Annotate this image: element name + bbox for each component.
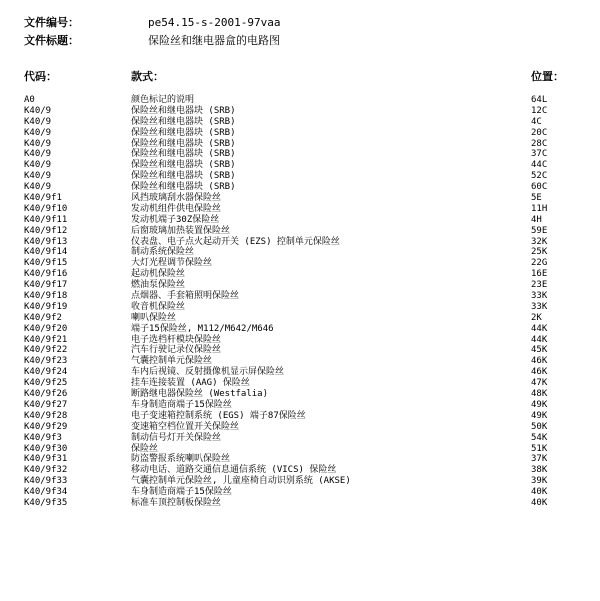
row-position: 37C bbox=[531, 149, 548, 160]
row-position: 4C bbox=[531, 116, 542, 127]
row-position: 25K bbox=[531, 247, 548, 258]
row-position: 47K bbox=[531, 378, 548, 389]
row-position: 22G bbox=[531, 258, 548, 269]
row-code: K40/9f21 bbox=[24, 334, 68, 345]
table-row bbox=[0, 204, 600, 215]
table-row bbox=[0, 465, 600, 476]
row-position: 4H bbox=[531, 214, 542, 225]
table-row bbox=[0, 345, 600, 356]
row-description: 保险丝和继电器块 (SRB) bbox=[131, 127, 236, 138]
row-position: 46K bbox=[531, 367, 548, 378]
table-row bbox=[0, 367, 600, 378]
row-position: 44K bbox=[531, 334, 548, 345]
row-description: 变速箱空档位置开关保险丝 bbox=[131, 421, 240, 432]
row-description: 发动机端子30Z保险丝 bbox=[131, 214, 220, 225]
row-description: 标准车顶控制板保险丝 bbox=[131, 497, 222, 508]
row-description: 起动机保险丝 bbox=[131, 269, 186, 280]
column-header-position: 位置： bbox=[531, 70, 564, 83]
row-code: K40/9f31 bbox=[24, 454, 68, 465]
table-row bbox=[0, 247, 600, 258]
row-position: 39K bbox=[531, 476, 548, 487]
row-code: K40/9f30 bbox=[24, 443, 68, 454]
table-row bbox=[0, 422, 600, 433]
row-description: 制动信号灯开关保险丝 bbox=[131, 432, 222, 443]
row-position: 59E bbox=[531, 225, 548, 236]
row-position: 2K bbox=[531, 312, 542, 323]
table-row bbox=[0, 476, 600, 487]
row-description: 端子15保险丝, M112/M642/M646 bbox=[131, 323, 274, 334]
row-code: K40/9f13 bbox=[24, 236, 68, 247]
row-description: 保险丝和继电器块 (SRB) bbox=[131, 116, 236, 127]
row-position: 23E bbox=[531, 280, 548, 291]
row-description: 车内后视镜、反射摄像机显示屏保险丝 bbox=[131, 367, 285, 378]
table-row bbox=[0, 444, 600, 455]
table-row bbox=[0, 269, 600, 280]
row-position: 33K bbox=[531, 291, 548, 302]
row-position: 52C bbox=[531, 171, 548, 182]
table-row bbox=[0, 356, 600, 367]
column-header-description: 款式： bbox=[131, 70, 164, 83]
row-description: 汽车行驶记录仪保险丝 bbox=[131, 345, 222, 356]
row-code: K40/9f19 bbox=[24, 301, 68, 312]
table-row bbox=[0, 454, 600, 465]
row-description: 保险丝和继电器块 (SRB) bbox=[131, 105, 236, 116]
row-code: K40/9f23 bbox=[24, 356, 68, 367]
row-code: K40/9 bbox=[24, 182, 52, 193]
row-position: 44K bbox=[531, 323, 548, 334]
table-row bbox=[0, 160, 600, 171]
row-position: 11H bbox=[531, 203, 548, 214]
row-position: 5E bbox=[531, 193, 542, 204]
table-row bbox=[0, 171, 600, 182]
row-position: 50K bbox=[531, 421, 548, 432]
table-row bbox=[0, 149, 600, 160]
row-code: K40/9f32 bbox=[24, 465, 68, 476]
row-code: K40/9f12 bbox=[24, 225, 68, 236]
row-code: A0 bbox=[24, 95, 35, 105]
table-row bbox=[0, 400, 600, 411]
row-code: K40/9f26 bbox=[24, 389, 68, 400]
row-description: 制动系统保险丝 bbox=[131, 247, 195, 258]
row-code: K40/9f11 bbox=[24, 214, 68, 225]
row-code: K40/9f24 bbox=[24, 367, 68, 378]
row-code: K40/9 bbox=[24, 171, 52, 182]
row-position: 49K bbox=[531, 410, 548, 421]
row-code: K40/9 bbox=[24, 149, 52, 160]
row-description: 保险丝和继电器块 (SRB) bbox=[131, 138, 236, 149]
table-row bbox=[0, 291, 600, 302]
row-position: 37K bbox=[531, 454, 548, 465]
table-row bbox=[0, 237, 600, 248]
row-position: 20C bbox=[531, 127, 548, 138]
table-row bbox=[0, 335, 600, 346]
table-row bbox=[0, 258, 600, 269]
row-position: 12C bbox=[531, 105, 548, 116]
table-row bbox=[0, 411, 600, 422]
row-code: K40/9f3 bbox=[24, 432, 62, 443]
row-position: 49K bbox=[531, 399, 548, 410]
row-code: K40/9f35 bbox=[24, 497, 68, 508]
row-code: K40/9f28 bbox=[24, 410, 68, 421]
row-description: 仪表盘、电子点火起动开关 (EZS) 控制单元保险丝 bbox=[131, 236, 340, 247]
row-description: 断路继电器保险丝 (Westfalia) bbox=[131, 389, 269, 400]
row-code: K40/9f10 bbox=[24, 203, 68, 214]
row-position: 51K bbox=[531, 443, 548, 454]
table-row bbox=[0, 433, 600, 444]
row-code: K40/9f18 bbox=[24, 291, 68, 302]
row-code: K40/9 bbox=[24, 138, 52, 149]
row-description: 喇叭保险丝 bbox=[131, 312, 177, 323]
row-position: 32K bbox=[531, 236, 548, 247]
table-row bbox=[0, 128, 600, 139]
table-row bbox=[0, 117, 600, 128]
row-position: 33K bbox=[531, 301, 548, 312]
row-code: K40/9f17 bbox=[24, 280, 68, 291]
table-row bbox=[0, 193, 600, 204]
row-description: 大灯光程调节保险丝 bbox=[131, 258, 213, 269]
parts-table bbox=[0, 95, 600, 509]
row-position: 16E bbox=[531, 269, 548, 280]
table-row bbox=[0, 95, 600, 106]
row-description: 气囊控制单元保险丝 bbox=[131, 356, 213, 367]
row-code: K40/9 bbox=[24, 127, 52, 138]
row-description: 电子选档杆模块保险丝 bbox=[131, 334, 222, 345]
row-description: 保险丝和继电器块 (SRB) bbox=[131, 171, 236, 182]
table-row bbox=[0, 324, 600, 335]
row-code: K40/9 bbox=[24, 160, 52, 171]
document-number-label: 文件编号： bbox=[24, 16, 79, 29]
row-position: 64L bbox=[531, 95, 548, 105]
row-description: 电子变速箱控制系统 (EGS) 端子87保险丝 bbox=[131, 410, 306, 421]
table-row bbox=[0, 302, 600, 313]
table-row bbox=[0, 280, 600, 291]
row-position: 48K bbox=[531, 389, 548, 400]
row-description: 颜色标记的说明 bbox=[131, 95, 195, 105]
row-description: 保险丝和继电器块 (SRB) bbox=[131, 149, 236, 160]
table-row bbox=[0, 226, 600, 237]
document-title-label: 文件标题： bbox=[24, 34, 79, 47]
row-description: 燃油泵保险丝 bbox=[131, 280, 186, 291]
row-code: K40/9f34 bbox=[24, 487, 68, 498]
row-description: 移动电话、道路交通信息通信系统 (VICS) 保险丝 bbox=[131, 465, 337, 476]
table-row bbox=[0, 106, 600, 117]
row-code: K40/9f25 bbox=[24, 378, 68, 389]
row-code: K40/9f22 bbox=[24, 345, 68, 356]
table-row bbox=[0, 487, 600, 498]
row-description: 后窗玻璃加热装置保险丝 bbox=[131, 225, 231, 236]
row-code: K40/9f15 bbox=[24, 258, 68, 269]
row-description: 车身制造商端子15保险丝 bbox=[131, 399, 232, 410]
table-row bbox=[0, 378, 600, 389]
row-code: K40/9f1 bbox=[24, 193, 62, 204]
row-description: 风挡玻璃刮水器保险丝 bbox=[131, 193, 222, 204]
row-description: 防盗警报系统喇叭保险丝 bbox=[131, 454, 231, 465]
row-description: 收音机保险丝 bbox=[131, 301, 186, 312]
row-code: K40/9f16 bbox=[24, 269, 68, 280]
row-position: 44C bbox=[531, 160, 548, 171]
table-row bbox=[0, 139, 600, 150]
row-position: 45K bbox=[531, 345, 548, 356]
document-number-value: pe54.15-s-2001-97vaa bbox=[148, 16, 281, 29]
row-code: K40/9f33 bbox=[24, 476, 68, 487]
row-code: K40/9f27 bbox=[24, 399, 68, 410]
row-code: K40/9f20 bbox=[24, 323, 68, 334]
row-description: 保险丝 bbox=[131, 443, 159, 454]
table-row bbox=[0, 389, 600, 400]
row-description: 挂车连接装置 (AAG) 保险丝 bbox=[131, 378, 250, 389]
row-description: 车身制造商端子15保险丝 bbox=[131, 487, 232, 498]
row-position: 46K bbox=[531, 356, 548, 367]
row-position: 38K bbox=[531, 465, 548, 476]
table-row bbox=[0, 498, 600, 509]
row-position: 54K bbox=[531, 432, 548, 443]
table-row bbox=[0, 182, 600, 193]
row-code: K40/9 bbox=[24, 105, 52, 116]
row-code: K40/9f2 bbox=[24, 312, 62, 323]
row-position: 40K bbox=[531, 487, 548, 498]
row-position: 40K bbox=[531, 497, 548, 508]
row-code: K40/9f29 bbox=[24, 421, 68, 432]
row-code: K40/9 bbox=[24, 116, 52, 127]
document-title-value: 保险丝和继电器盒的电路图 bbox=[148, 34, 280, 47]
row-description: 保险丝和继电器块 (SRB) bbox=[131, 182, 236, 193]
table-row bbox=[0, 215, 600, 226]
row-description: 点烟器、手套箱照明保险丝 bbox=[131, 291, 240, 302]
row-code: K40/9f14 bbox=[24, 247, 68, 258]
row-description: 气囊控制单元保险丝, 儿童座椅自动识别系统 (AKSE) bbox=[131, 476, 351, 487]
column-header-code: 代码： bbox=[24, 70, 57, 83]
row-description: 保险丝和继电器块 (SRB) bbox=[131, 160, 236, 171]
row-position: 28C bbox=[531, 138, 548, 149]
table-row bbox=[0, 313, 600, 324]
row-description: 发动机组件供电保险丝 bbox=[131, 203, 222, 214]
row-position: 60C bbox=[531, 182, 548, 193]
